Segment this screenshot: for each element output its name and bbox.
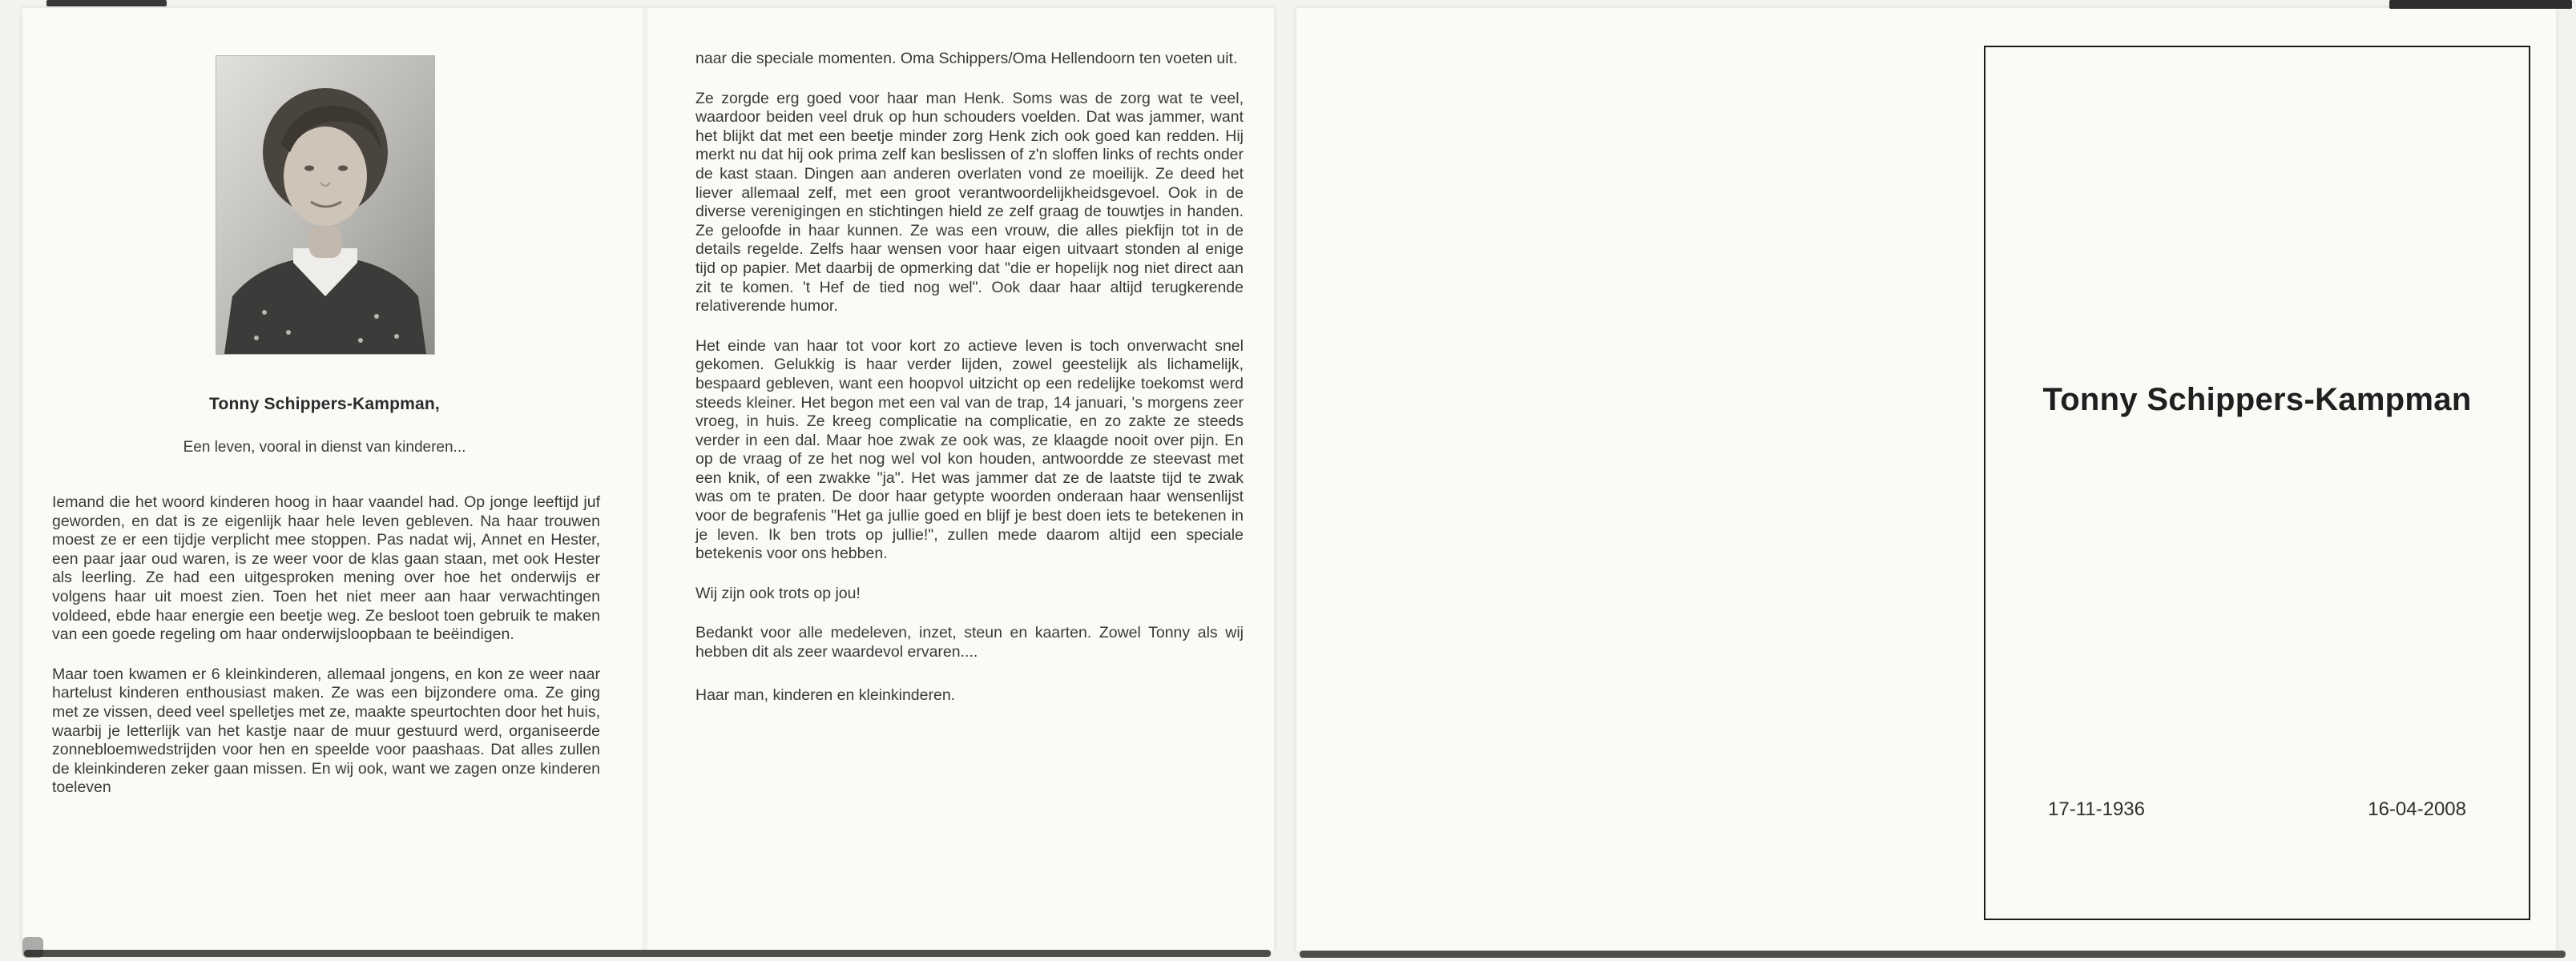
scan-artifact <box>46 0 167 6</box>
scan-artifact <box>22 937 43 958</box>
life-motto-subtitle: Een leven, vooral in dienst van kinderen... <box>183 439 466 456</box>
scan-artifact <box>2389 0 2572 9</box>
memorial-frame <box>1984 46 2530 920</box>
life-dates <box>2048 798 2466 821</box>
paragraph: Ze zorgde erg goed voor haar man Henk. Soms was de zorg wat te veel, waardoor beiden veel druk op hun schouders voelden. Dat was jammer, want het blijkt dat met een beetje minder zorg Henk zich ook goed kan redden. Hij merkt nu dat hij ook prima zelf kan beslissen of z'n sloffen links of rechts onder de kast staan. Dingen aan anderen overlaten vond ze moeilijk. Ze deed het liever allemaal zelf, met een groot verantwoordelijkheidsgevoel. Ook in de diverse verenigingen en stichtingen hield ze zelf graag de touwtjes in handen. Ze geloofde in haar kunnen. Ze was een vrouw, die alles piekfijn tot in de details regelde. Zelfs haar wensen voor haar eigen uitvaart stonden al enige tijd op papier. Met daarbij de opmerking dat "die er hopelijk nog niet direct aan zit te komen. 't Hef de tied nog wel". Ook daar haar altijd terugkerende relativerende humor. <box>695 89 1244 316</box>
left-page <box>22 8 1274 951</box>
scan-artifact <box>24 950 1271 957</box>
fold-crease <box>641 8 649 951</box>
right-page <box>1296 8 2556 951</box>
paragraph: Wij zijn ook trots op jou! <box>695 584 861 602</box>
paragraph: Maar toen kwamen er 6 kleinkinderen, allemaal jongens, en kon ze weer naar hartelust kinderen enthousiast maken. Ze was een bijzondere oma. Ze ging met ze vissen, deed veel spelletjes met ze, maakte speurtochten door het huis, waarbij je letterlijk van het kastje naar de muur gestuurd werd, organiseerde zonnebloemwedstrijden voor hen en speelde voor paashaas. Dat alles zullen de kleinkinderen zeker gaan missen. En wij ook, want we zagen onze kinderen toeleven <box>52 665 600 797</box>
text-column-2 <box>695 50 1244 726</box>
birth-date: 17-11-1936 <box>2048 798 2145 820</box>
memorial-name: Tonny Schippers-Kampman <box>2042 382 2472 417</box>
signature-line: Haar man, kinderen en kleinkinderen. <box>695 686 956 704</box>
portrait-photo-image <box>216 56 434 354</box>
paragraph: Iemand die het woord kinderen hoog in haar vaandel had. Op jonge leeftijd juf geworden, en dat is ze eigenlijk haar hele leven gebleven. Na haar trouwen moest ze er een tijdje verplicht mee stoppen. Pas nadat wij, Annet en Hester, een paar jaar oud waren, is ze weer voor de klas gaan staan, met ook Hester als leerling. Ze had een uitgesproken mening over hoe het onderwijs er volgens haar uit moest zien. Toen het niet meer aan haar verwachtingen voldeed, ebde haar energie een beetje weg. Ze besloot toen gebruik te maken van een goede regeling om haar onderwijsloopbaan te beëindigen. <box>52 493 600 644</box>
paragraph: Bedankt voor alle medeleven, inzet, steun en kaarten. Zowel Tonny als wij hebben dit als zeer waardevol ervaren.... <box>695 624 1244 661</box>
death-date: 16-04-2008 <box>2368 798 2466 820</box>
paragraph: Het einde van haar tot voor kort zo actieve leven is toch onverwacht snel gekomen. Gelukkig is haar verder lijden, zowel geestelijk als lichamelijk, bespaard gebleven, want een hoopvol uitzicht op een redelijke toekomst werd steeds kleiner. Het begon met een val van de trap, 14 januari, 's morgens zeer vroeg, in huis. Ze kreeg complicatie na complicatie, en zo zakte ze steeds verder in een dal. Maar hoe zwak ze ook was, ze klaagde nooit over pijn. En op de vraag of ze het nog wel vol kon houden, antwoordde ze steevast met een knik, of een zwakke "ja". Het was jammer dat ze de laatste tijd te zwak was om te praten. De door haar getypte woorden onderaan haar wensenlijst voor de begrafenis "Het ga jullie goed en blijf je best doen iets te betekenen in je leven. Ik ben trots op jullie!", zullen mede daarom altijd een speciale betekenis voor ons hebben. <box>695 336 1244 563</box>
person-name-heading: Tonny Schippers-Kampman, <box>209 395 440 413</box>
text-column-1 <box>52 493 600 818</box>
paragraph: naar die speciale momenten. Oma Schippers/Oma Hellendoorn ten voeten uit. <box>695 50 1238 67</box>
portrait-photo <box>216 56 434 354</box>
scan-artifact <box>1300 951 2566 958</box>
